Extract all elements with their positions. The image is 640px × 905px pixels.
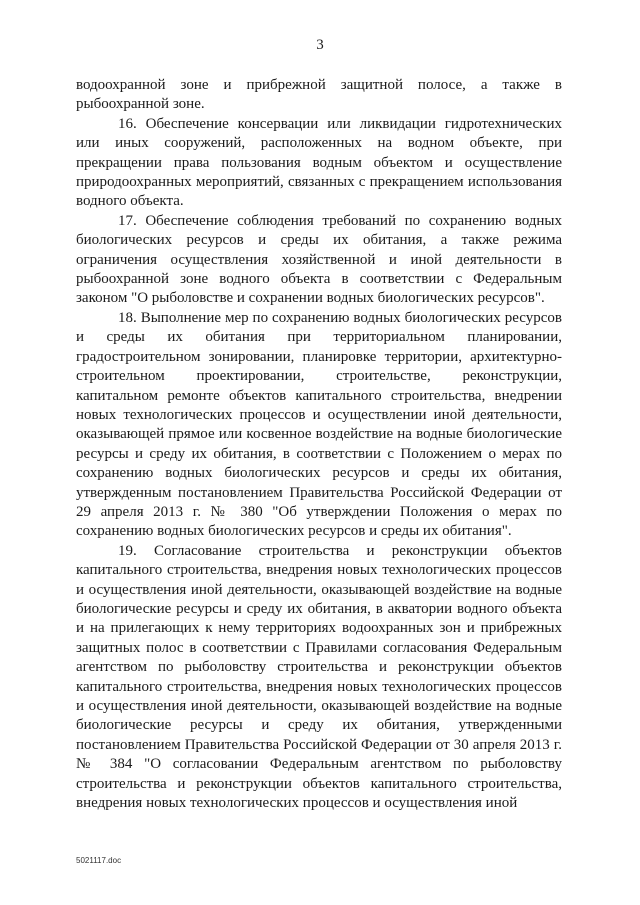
paragraph-item-19: 19. Согласование строительства и реконструкции объектов капитального строительства, внедрения новых технологических процессов и осуществления иной деятельности, оказывающей воздействие на водные биологические ресурсы и среду их обитания, в акватории водного объекта и на прилегающих к нему территориях водоохранных зон и прибрежных защитных полос в соответствии с Правилами согласования Федеральным агентством по рыболовству строительства и реконструкции объектов капитального строительства, внедрения новых технологических процессов и осуществления иной деятельности, оказывающей воздействие на водные биологические ресурсы и среду их обитания, утвержденными постановлением Правительства Российской Федерации от 30 апреля 2013 г. № 384 "О согласовании Федеральным агентством по рыболовству строительства и реконструкции объектов капитального строительства, внедрения новых технологических процессов и осуществления иной bbox=[76, 542, 562, 812]
footer-filename: 5021117.doc bbox=[76, 856, 122, 865]
paragraph-continuation: водоохранной зоне и прибрежной защитной полосе, а также в рыбоохранной зоне. bbox=[76, 77, 562, 113]
paragraph-item-16: 16. Обеспечение консервации или ликвидации гидротехнических или иных сооружений, расположенных на водном объекте, при прекращении права пользования водным объектом и осуществление природоохранных мероприятий, связанных с прекращением использования водного объекта. bbox=[76, 115, 562, 210]
paragraph-item-17: 17. Обеспечение соблюдения требований по сохранению водных биологических ресурсов и среды их обитания, а также режима ограничения осуществления хозяйственной и иной деятельности в рыбоохранной зоне водного объекта в соответствии с Федеральным законом "О рыболовстве и сохранении водных биологических ресурсов". bbox=[76, 212, 562, 307]
paragraph-item-18: 18. Выполнение мер по сохранению водных биологических ресурсов и среды их обитания при территориальном планировании, градостроительном зонировании, планировке территории, архитектурно-строительном проектировании, строительстве, реконструкции, капитальном ремонте объектов капитального строительства, внедрении новых технологических процессов и осуществлении иной деятельности, оказывающей прямое или косвенное воздействие на водные биологические ресурсы и среду их обитания, в соответствии с Положением о мерах по сохранению водных биологических ресурсов и среды их обитания, утвержденным постановлением Правительства Российской Федерации от 29 апреля 2013 г. № 380 "Об утверждении Положения о мерах по сохранению водных биологических ресурсов и среды их обитания". bbox=[76, 309, 562, 540]
document-body bbox=[76, 76, 562, 813]
page-number: 3 bbox=[316, 37, 324, 53]
